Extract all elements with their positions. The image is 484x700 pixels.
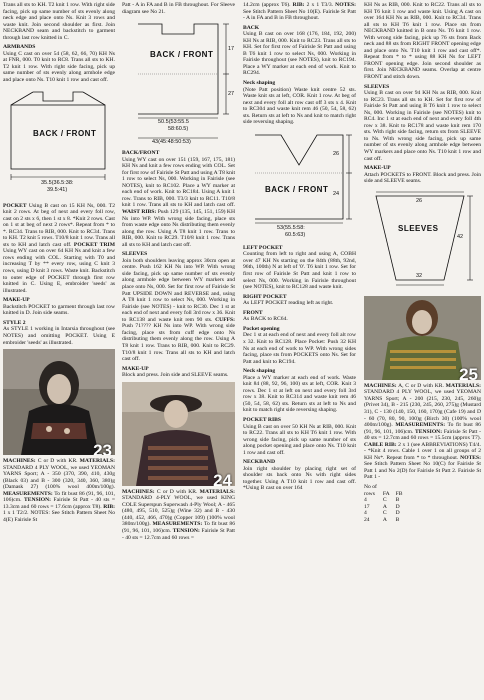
col4-materials-label: MATERIALS: <box>445 382 481 389</box>
pocket-trim-text: Using WY cast on over 64 KH Ns and knit a few rows ending with COL. Starting with T0 and increasing T by ** every row, using C knit 3 rows, using D knit 3 rows. Waste knit. Backstitch to outer edge of POCKET through first row knitted in C. Using E, embroider 'seeds' as illustrated. <box>3 248 115 294</box>
armbands-text: Using C cast on over 54 (58, 62, 66, 70) KH Ns at FNR, 000. T0 knit to RC8. Trans all sts to KH. T2 knit 1 row. With right side facing, pick up same number of sts evenly along armhole edge and place onto Ns. T10 knit 1 row and cast off. <box>3 50 115 84</box>
back-front-dim-2b: 58:60.5) <box>168 126 189 133</box>
table-cell: C <box>382 497 387 504</box>
col3-rib-label: RIB: <box>292 2 305 8</box>
photo-23-image <box>3 349 115 455</box>
right-pocket-text: As LEFT POCKET reading left as right. <box>243 300 334 307</box>
col2-sleeves-text: Join both shoulders leaving approx 30cm open at centre. Push 162 KH Ns into WP. With wrong side facing, pick up same number of sts evenly along armhole edge between WY markers and place onto Ns, 000. Set for first row of Fairisle St Patt UPSIDE DOWN and REVERSE and, using A T8 knit 1 row to select Ns, 000. Working in Fairisle (see NOTES) - knit to RC30. Dec 1 st at each end of next and every foll 3rd row x 36. Knit to RC138 and waste knit rem 90 sts. <box>122 257 235 323</box>
style2-text: As STYLE 1 working in Intarsia throughout (see NOTES) and omitting POCKET. Using E embroider 'seeds' as illustrated. <box>3 326 115 346</box>
col4-cable-text: 2 x 1 (see ABBREVIATIONS) T4/4. - *Knit 4 rows. Cable 1 over 1 on all groups of 2 KH Ns*. Repeat from * to * throughout. <box>364 441 481 461</box>
col4-tension-text: Fairisle St Patt - 40 sts = 12.7cm and 60 rows = 15.5cm (approx T7). <box>364 428 481 442</box>
col3-neck-text: (Note Patt position) Waste knit centre 52 sts. Waste knit sts at left, COR. Knit 1 row. At beg of next and every foll alt row cast off 3 sts x 4. Knit to RC304 and waste knit rem 46 (50, 54, 58, 62) sts. Return sts at left to Ns and knit to match right side reversing shaping. <box>243 86 356 126</box>
photo-25-number: 25 <box>459 365 478 380</box>
left-pocket-text: Counting from left to right and using A, COBH over 47 KH Ns starting on the 84th (88th, 92nd, 96th, 100th) N at left of '0'. T6 knit 1 row. Set for first row of Fairisle St Patt and knit 1 row to select Ns, 000. Working in Fairisle throughout (see NOTES), knit to RC128 and waste knit. <box>243 251 356 291</box>
table-cell: D <box>395 510 400 517</box>
photo-23-number: 23 <box>93 440 112 456</box>
neck2-heading: Neck shaping <box>243 368 276 375</box>
col1-intro: Trans all sts to KH. T2 knit 1 row. With right side facing, pick up same number of sts evenly along neck edge and place onto Ns. Knit 3 rows and waste knit. Join second shoulder as first. Join NECKBAND seam and backstitch to garment through last row knitted in C. <box>3 2 115 41</box>
col2-measurements-label: MEASUREMENTS: <box>152 521 203 528</box>
back-front-dim-3a: 53(55.5:58: <box>277 224 305 231</box>
col2-intro: Patt - A in FA and B in FB throughout. For Sleeve diagram see No 21. <box>122 2 235 15</box>
col2-tension-label: TENSION: <box>172 527 200 534</box>
sleeves-outline <box>364 188 481 292</box>
sleeves-top-dim: 26 <box>416 197 423 204</box>
makeup-heading-2: MAKE-UP <box>122 365 149 372</box>
front-text: As BACK to RC64. <box>243 316 288 323</box>
col1-rib-text: 1 x 1 T2/2. NOTES: See Stitch Pattern Sheet No 4(E) Fairisle St <box>3 510 115 523</box>
col1-rib-label: RIB: <box>103 503 115 510</box>
col3-rib-text: 2 x 1 T3/3. <box>306 2 334 8</box>
waist-ribs-label: WAIST RIBS: <box>122 209 157 216</box>
cuffs-label: CUFFS: <box>215 316 235 323</box>
pocket-opening-heading: Pocket opening <box>243 325 280 332</box>
right-pocket-heading: RIGHT POCKET <box>243 293 287 300</box>
column-3 <box>243 2 356 495</box>
back-front-dim-3b: 60.5:63) <box>285 231 306 238</box>
sleeves-diagram <box>364 188 481 292</box>
col1-tension-text: Fairisle St Patt - 40 sts = 13.3cm and 60 rows = 17.6cm (approx T8). <box>3 497 116 510</box>
back-front-side-3b: 24 <box>333 190 340 197</box>
col3-notes-label: NOTES: <box>335 2 356 8</box>
back-front-dim-1b: 39.5:41) <box>47 186 68 193</box>
table-col-cell: FB <box>395 490 403 497</box>
table-cell: 4 <box>364 510 367 517</box>
col1-machines-label: MACHINES: <box>3 458 36 465</box>
table-col-cell: FA <box>382 490 390 497</box>
table-cell: 4 <box>364 497 367 504</box>
pocket-ribs-text: Using B cast on over 50 KH Ns at RIB, 000. Knit to RC22. Trans all sts to KH T6 knit 1 row. With wrong side facing, pick up same number of sts along pocket opening and place onto Ns. T10 knit 1 row and cast off. <box>243 423 356 456</box>
col2-tension-text: Fairisle St Patt - 40 sts = 12.7cm and 60 rows = <box>122 527 235 541</box>
makeup-text-4: Attach POCKETS to FRONT. Block and press. Join side and SLEEVE seams. <box>364 171 481 185</box>
col3-notes-text: See Stitch Pattern Sheet No 10(E). Fairisle St Patt - A in FA and B in FB throughout. <box>243 8 356 22</box>
cuffs-text: Push 71???? KH Ns into WP. With wrong side facing, place sts from cuff edge onto Ns distributing them evenly along the row. Using A T8 knit 1 row. Trans to RIB, 000. Knit to RC29. T10/8 knit 1 row. Trans all sts to KH and latch cast off. <box>122 323 235 363</box>
col3-back-text: Using B cast on over 168 (176, 184, 192, 200) KH Ns at RIB, 000. Knit to RC23. Trans all sts to KH. Set for first row of Fairisle St Patt and using B T6 knit 1 row to select Ns, 000. Working in Fairisle throughout (see NOTES), knit to RC194. Place a WY marker at each end of work. Knit to RC294. <box>243 31 356 77</box>
table-cell: B <box>395 516 400 523</box>
photo-24 <box>122 382 235 486</box>
column-1 <box>3 2 115 527</box>
back-front-diagram-2 <box>122 18 235 146</box>
back-front-label-1: BACK / FRONT <box>33 128 97 138</box>
front-heading: FRONT <box>243 309 263 316</box>
col2-back-front-text: Using WY cast on over 151 (159, 167, 175, 181) KH Ns and knit a few rows ending with COL. Set for first row of Fairisle St Patt and using A T8 knit 1 row to select Ns, 000. Working in Fairisle (see NOTES), knit to RC102. Place a WY marker at each end of work. Knit to RC184. Using A knit 1 row. Trans to RIB, 000. T3/3 knit to RC11. T10/8 knit 1 row. Trans all sts to KH and latch cast off. <box>122 156 235 209</box>
col4-intro: KH Ns as RIB, 000. Knit to RC22. Trans all sts to KH T6 knit 1 row and waste knit. Using A cast on over 164 KH Ns as RIB, 000. Knit to RC34. Trans all sts to KH T6 knit 1 row. Place sts from NECKBAND knitted in B onto Ns. T6 knit 1 row. With wrong side facing, pick up 76 sts from Back neck and 88 sts from RIGHT FRONT opening edge and place onto Ns. T10 knit 1 row and cast off*. Repeat from * to * using 88 KH Ns for LEFT FRONT opening edge. Join second shoulder as first. Join NECKBAND seams. Overlap at centre FRONT and stitch down. <box>364 2 481 81</box>
back-front-label-2: BACK / FRONT <box>150 50 214 60</box>
col3-intro: 14.2cm (approx T6). <box>243 2 291 8</box>
col2-measurements-text: To fit bust 86 (91, 96, 101, 106)cm. <box>122 521 235 534</box>
back-front-label-3: BACK / FRONT <box>265 184 329 194</box>
col4-sleeves-heading: SLEEVES <box>364 83 390 90</box>
table-cell: C <box>382 510 387 517</box>
col1-measurements-label: MEASUREMENTS: <box>3 490 53 497</box>
pocket-ribs-heading: POCKET RIBS <box>243 416 281 423</box>
photo-24-image <box>122 382 235 486</box>
col4-materials-text: STANDARD 4 PLY WOOL, we used YEOMAN YARNS Sport; A - 200 (215, 230, 245, 260)g (Privet 34), B - 215 (230, 245, 260, 275)g (Mustard 31), C - 130 (140, 150, 160, 170)g (Cafe 19) and D - 60 (70, 80, 90, 100)g (Birch 30) (100% wool 400m/100g). <box>364 389 481 429</box>
col4-machines-label: MACHINES: <box>364 382 397 389</box>
col3-neck-heading: Neck shaping <box>243 80 276 87</box>
photo-23 <box>3 349 115 455</box>
col2-back-front-heading: BACK/FRONT <box>122 150 160 157</box>
neck2-text: Place a WY marker at each end of work. Waste knit 84 (88, 92, 96, 100) sts at left, COR. Knit 3 rows. Dec 1 st at left on next and every foll 3rd row x 38. Knit to RC314 and waste knit rem 46 (50, 54, 58, 62) sts. Return sts at left to Ns and knit to match right side reversing shaping. <box>243 374 356 414</box>
col2-materials-label: MATERIALS: <box>199 488 235 495</box>
photo-24-number: 24 <box>213 471 232 486</box>
neckband-text: Join right shoulder by placing right set of shoulder sts back onto Ns with right sides together. Using A T10 knit 1 row and cast off. *Using B cast on over 164 <box>243 465 356 492</box>
col2-machines-label: MACHINES: <box>122 488 155 495</box>
table-cell: D <box>395 503 400 510</box>
col4-measurements-text: To fit bust 86 (91, 96, 101, 106)cm. <box>364 422 481 435</box>
col4-measurements-label: MEASUREMENTS: <box>395 422 446 429</box>
table-row <box>364 517 409 524</box>
sleeves-side-dim: 42 <box>457 233 464 240</box>
col4-notes-label: NOTES: <box>460 454 481 461</box>
makeup-text-1: Backstitch POCKET to garment through last row knitted in D. Join side seams. <box>3 303 115 317</box>
armbands-heading: ARMBANDS <box>3 44 36 51</box>
col4-tension-label: TENSION: <box>415 428 443 435</box>
column-4 <box>364 2 481 523</box>
column-2 <box>122 2 235 544</box>
table-head-cell: No of <box>364 483 377 490</box>
col4-machines-text: A, C or D with KR. <box>398 382 444 389</box>
waist-ribs-text: Push 129 (135, 145, 151, 159) KH Ns into WP. With wrong side facing, place sts from waste edge onto Ns distributing them evenly along the row. Using A T8 knit 1 row. Trans to RIB, 000. Knit to RC29. T10/8 knit 1 row. Trans all sts to KH and latch cast off. <box>122 209 235 248</box>
table-cell: B <box>395 497 400 504</box>
pocket-opening-text: Dec 1 st at each end of next and every foll alt row x 32. Knit to RC128. Place Pocket: Push 32 KH Ns at each end of work to WP. With wrong sides facing, place sts from POCKETS onto Ns. Set for Patt and knit to RC194. <box>243 332 356 365</box>
back-front-side-2a: 17 <box>228 46 235 53</box>
col2-machines-text: C or D with KR. <box>156 488 198 495</box>
pocket-heading: POCKET <box>3 202 27 209</box>
table-col-cell: rows <box>364 490 375 497</box>
table-cell: A <box>382 516 387 523</box>
table-cell: A <box>382 503 387 510</box>
sleeves-bottom-dim: 32 <box>416 272 423 279</box>
back-front-side-3a: 26 <box>333 150 340 157</box>
col1-materials-label: MATERIALS: <box>79 458 115 465</box>
table-cell: 24 <box>364 516 370 523</box>
col1-machines-text: C or D with KR. <box>37 458 78 465</box>
col1-materials-text: STANDARD 4 PLY WOOL, we used YEOMAN YARNS Sport; A - 350 (370, 390, 410, 430g (Black 03) and B - 300 (320, 340, 360, 380)g (Damask 27) (100% wool 400m/100g). <box>3 464 115 491</box>
col2-materials-text: STANDARD 4-PLY WOOL, we used KING COLE Superspun Superwash 4-Ply Wool; A - 465 (480, 495, 510, 525)g (Wine 32) and B - 430 (440, 452, 466, 470)g (Copper 109) (100% wool 380m/100g). <box>122 495 235 528</box>
pocket-trim-heading: POCKET TRIM <box>73 241 115 248</box>
makeup-heading-1: MAKE-UP <box>3 297 30 304</box>
sleeves-label: SLEEVES <box>398 223 439 233</box>
back-front-diagram-3 <box>243 129 356 241</box>
col1-measurements-text: To fit bust 86 (91, 96, 101, 106)cm. <box>3 490 115 504</box>
neckband-heading: NECKBAND <box>243 459 276 466</box>
photo-25 <box>364 296 481 380</box>
col3-back-heading: BACK <box>243 24 260 31</box>
back-front-dim-2a: 50.5(53:55.5 <box>158 119 189 126</box>
col4-cable-label: CABLE RIB: <box>364 441 397 448</box>
col1-tension-label: TENSION: <box>23 497 52 504</box>
table-cell: 17 <box>364 503 370 510</box>
left-pocket-heading: LEFT POCKET <box>243 244 283 251</box>
back-front-dim-2c: 43(45:48:50:53) <box>152 139 191 146</box>
col4-sleeves-text: Using B cast on over 94 KH Ns as RIB, 000. Knit to RC23. Trans all sts to KH. Set for first row of Fairisle St Patt and using B T6 knit 1 row to select Ns, 000. Working in Fairisle (see NOTES) knit to RC4. Inc 1 st at each end of next and every foll 4th row x 38. Knit to RC178 and waste knit rem 170 sts. With right side facing, return sts from SLEEVE to Ns. With wrong side facing, pick up same number of sts evenly along armhole edge between WY markers and place onto Ns. T10 knit 1 row and cast off. <box>364 90 481 162</box>
back-front-side-2b: 27 <box>228 91 235 98</box>
fairisle-rows-table <box>364 484 409 523</box>
pocket-text: Using B cast on 15 KH Ns, 000. T2 knit 2 rows. At beg of next and every foll row, cast on 2 sts x 6, then 1 st x 8. *Knit 2 rows. Cast on 1 st at beg of next 2 rows*. Repeat from * to *. RC34. Trans to RIB, 000. Knit to RC34. Trans to KH. T2 knit 5 rows. T10/8 knit 1 row. Trans all sts to KH and latch cast off. <box>3 202 115 248</box>
back-front-dim-1a: 35.5(36.5:38: <box>41 179 74 186</box>
style2-heading: STYLE 2 <box>3 319 26 326</box>
col4-notes-text: See Stitch Pattern Sheet No 10(C) for Fairisle St Patt 1 and No 2(D) for Fairisle St Patt 2. Fairisle St Patt 1 - <box>364 461 481 481</box>
makeup-text-2: Block and press. Join side and SLEEVE seams. <box>122 372 229 379</box>
makeup-heading-4: MAKE-UP <box>364 165 391 172</box>
col2-sleeves-heading: SLEEVES <box>122 251 148 258</box>
back-front-diagram-1 <box>3 87 115 199</box>
